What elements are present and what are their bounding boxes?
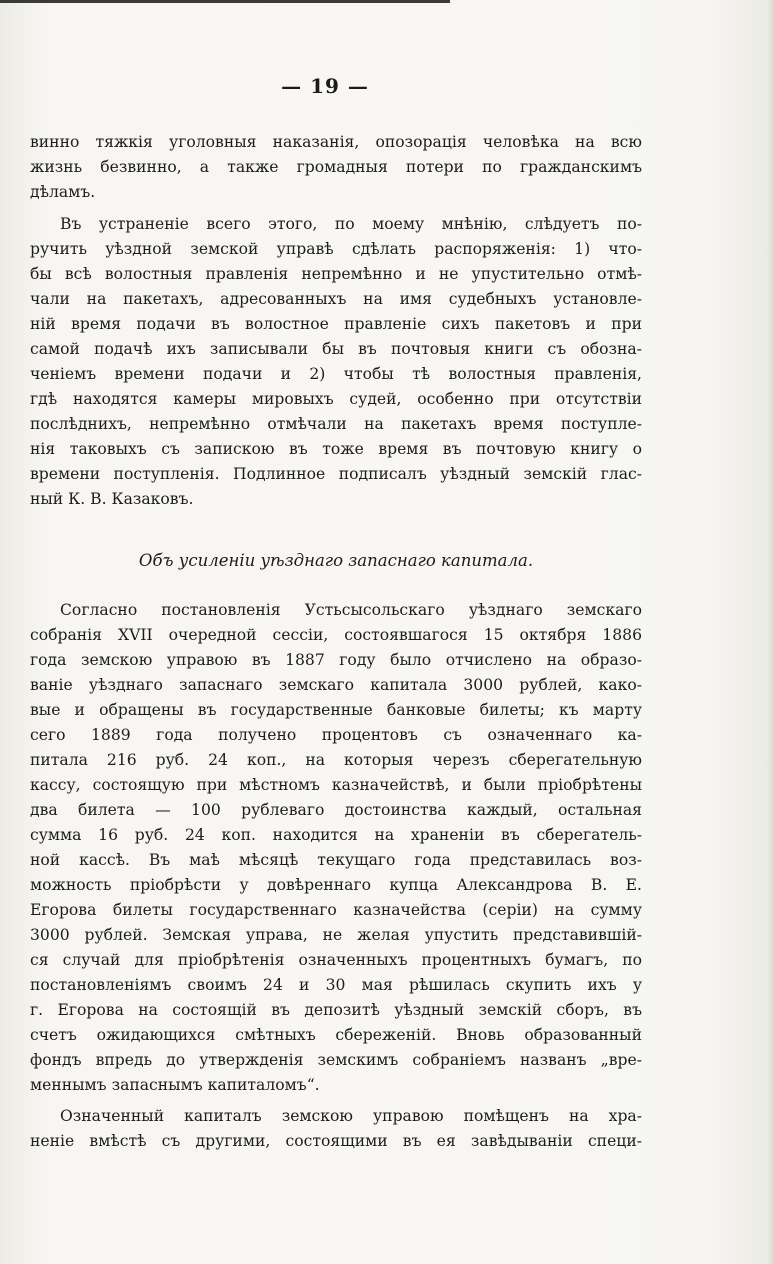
text-line: вые и обращены въ государственные банковые билеты; къ марту (30, 701, 642, 719)
text-line: 3000 рублей. Земская управа, не желая упустить представившій- (30, 926, 642, 944)
text-line: жизнь безвинно, а также громадныя потери по гражданскимъ (30, 158, 642, 176)
text-line: собранія XVII очередной сессіи, состоявшагося 15 октября 1886 (30, 626, 642, 644)
text-line: сумма 16 руб. 24 коп. находится на храненіи въ сберегатель- (30, 826, 642, 844)
text-line: постановленіямъ своимъ 24 и 30 мая рѣшилась скупить ихъ у (30, 976, 642, 994)
text-line: фондъ впредь до утвержденія земскимъ собраніемъ названъ „вре- (30, 1051, 642, 1069)
text-line: ный К. В. Казаковъ. (30, 490, 194, 508)
text-line: ручить уѣздной земской управѣ сдѣлать распоряженія: 1) что- (30, 240, 642, 258)
text-line: послѣднихъ, непремѣнно отмѣчали на пакетахъ время поступле- (30, 415, 642, 433)
text-line: сего 1889 года получено процентовъ съ означеннаго ка- (30, 726, 642, 744)
text-line: ваніе уѣзднаго запаснаго земскаго капитала 3000 рублей, како- (30, 676, 642, 694)
text-line: кассу, состоящую при мѣстномъ казначействѣ, и были пріобрѣтены (30, 776, 642, 794)
text-line: времени поступленія. Подлинное подписалъ уѣздный земскій глас- (30, 465, 642, 483)
text-line: ся случай для пріобрѣтенія означенныхъ процентныхъ бумагъ, по (30, 951, 642, 969)
text-line: Егорова билеты государственнаго казначейства (серіи) на сумму (30, 901, 642, 919)
text-line: Означенный капиталъ земскою управою помѣщенъ на хра- (60, 1107, 642, 1125)
text-line: Согласно постановленія Устьсысольскаго уѣзднаго земскаго (60, 601, 642, 619)
text-line: Въ устраненіе всего этого, по моему мнѣнію, слѣдуетъ по- (60, 215, 642, 233)
text-line: можность пріобрѣсти у довѣреннаго купца Александрова В. Е. (30, 876, 642, 894)
text-line: ченіемъ времени подачи и 2) чтобы тѣ волостныя правленія, (30, 365, 642, 383)
text-line: неніе вмѣстѣ съ другими, состоящими въ ея завѣдываніи специ- (30, 1132, 642, 1150)
text-line: самой подачѣ ихъ записывали бы въ почтовыя книги съ обозна- (30, 340, 642, 358)
text-line: дѣламъ. (30, 183, 96, 201)
text-line: два билета — 100 рублеваго достоинства каждый, остальная (30, 801, 642, 819)
text-line: гдѣ находятся камеры мировыхъ судей, особенно при отсутствіи (30, 390, 642, 408)
text-line: винно тяжкія уголовныя наказанія, опозорація человѣка на всю (30, 133, 642, 151)
page-edge-shadow (768, 0, 774, 1264)
page-number: — 19 — (281, 74, 369, 98)
text-line: г. Егорова на состоящій въ депозитѣ уѣздный земскій сборъ, въ (30, 1001, 642, 1019)
text-line: счетъ ожидающихся смѣтныхъ сбереженій. Вновь образованный (30, 1026, 642, 1044)
top-rule (0, 0, 450, 3)
text-line: меннымъ запаснымъ капиталомъ“. (30, 1076, 320, 1094)
text-line: нія таковыхъ съ запискою въ тоже время въ почтовую книгу о (30, 440, 642, 458)
text-line: года земскою управою въ 1887 году было отчислено на образо- (30, 651, 642, 669)
text-line: ной кассѣ. Въ маѣ мѣсяцѣ текущаго года представилась воз- (30, 851, 642, 869)
section-heading: Объ усиленіи уѣзднаго запаснаго капитала. (138, 551, 534, 570)
text-line: бы всѣ волостныя правленія непремѣнно и не упустительно отмѣ- (30, 265, 642, 283)
text-line: ній время подачи въ волостное правленіе сихъ пакетовъ и при (30, 315, 642, 333)
text-line: чали на пакетахъ, адресованныхъ на имя судебныхъ установле- (30, 290, 642, 308)
text-line: питала 216 руб. 24 коп., на которыя черезъ сберегательную (30, 751, 642, 769)
